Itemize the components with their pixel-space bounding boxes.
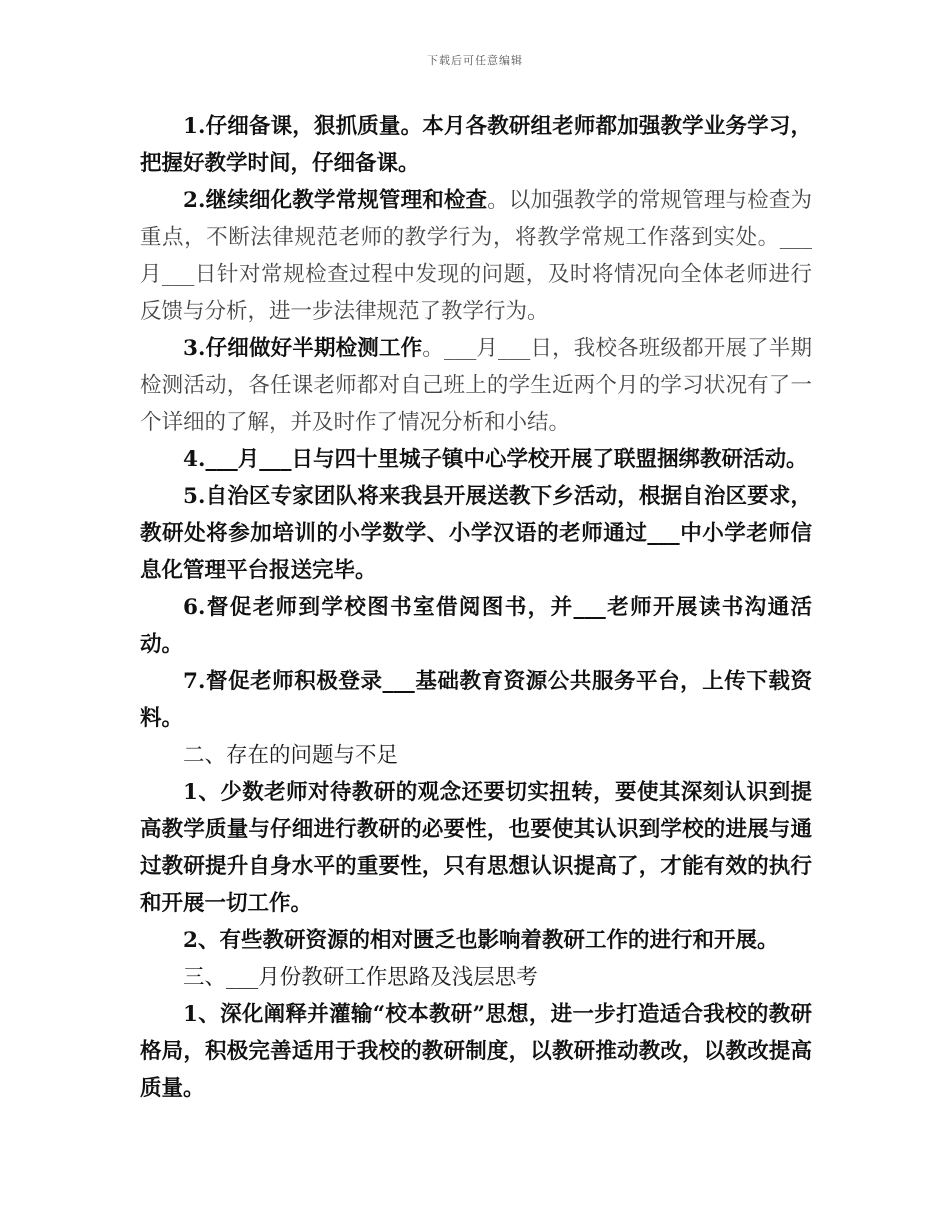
paragraph-2-lead: 2.继续细化教学常规管理和检查 bbox=[183, 188, 488, 213]
page-header: 下载后可任意编辑 bbox=[427, 54, 523, 67]
paragraph-10: 2、有些教研资源的相对匮乏也影响着教研工作的进行和开展。 bbox=[183, 928, 779, 953]
paragraph-2 bbox=[140, 182, 812, 330]
document-body bbox=[140, 108, 812, 1107]
paragraph-3-body: 。___月___日，我校各班级都开展了半期检测活动，各任课老师都对自己班上的学生近两个月的学习状况有了一个详细的了解，并及时作了情况分析和小结。 bbox=[140, 336, 812, 435]
paragraph-7: 7.督促老师积极登录___基础教育资源公共服务平台，上传下载资料。 bbox=[140, 669, 812, 731]
paragraph-6: 6.督促老师到学校图书室借阅图书，并___老师开展读书沟通活动。 bbox=[140, 595, 812, 657]
paragraph-9: 1、少数老师对待教研的观念还要切实扭转，要使其深刻认识到提高教学质量与仔细进行教研的必要性，也要使其认识到学校的进展与通过教研提升自身水平的重要性，只有思想认识提高了，才能有效的执行和开展一切工作。 bbox=[140, 780, 812, 916]
section-heading-3: 三、___月份教研工作思路及浅层思考 bbox=[183, 965, 538, 990]
paragraph-4: 4.___月___日与四十里城子镇中心学校开展了联盟捆绑教研活动。 bbox=[183, 447, 808, 472]
paragraph-1: 1.仔细备课，狠抓质量。本月各教研组老师都加强教学业务学习，把握好教学时间，仔细备课。 bbox=[140, 114, 812, 176]
paragraph-3-lead: 3.仔细做好半期检测工作 bbox=[183, 336, 423, 361]
paragraph-2-body: 。以加强教学的常规管理与检查为重点，不断法律规范老师的教学行为，将教学常规工作落到实处。___月___日针对常规检查过程中发现的问题，及时将情况向全体老师进行反馈与分析，进一步法律规范了教学行为。 bbox=[140, 188, 812, 324]
section-heading-2: 二、存在的问题与不足 bbox=[183, 743, 399, 768]
paragraph-5: 5.自治区专家团队将来我县开展送教下乡活动，根据自治区要求，教研处将参加培训的小学数学、小学汉语的老师通过___中小学老师信息化管理平台报送完毕。 bbox=[140, 484, 812, 583]
paragraph-3 bbox=[140, 330, 812, 441]
paragraph-12: 1、深化阐释并灌输“校本教研”思想，进一步打造适合我校的教研格局，积极完善适用于我校的教研制度，以教研推动教改，以教改提高质量。 bbox=[140, 1002, 812, 1101]
